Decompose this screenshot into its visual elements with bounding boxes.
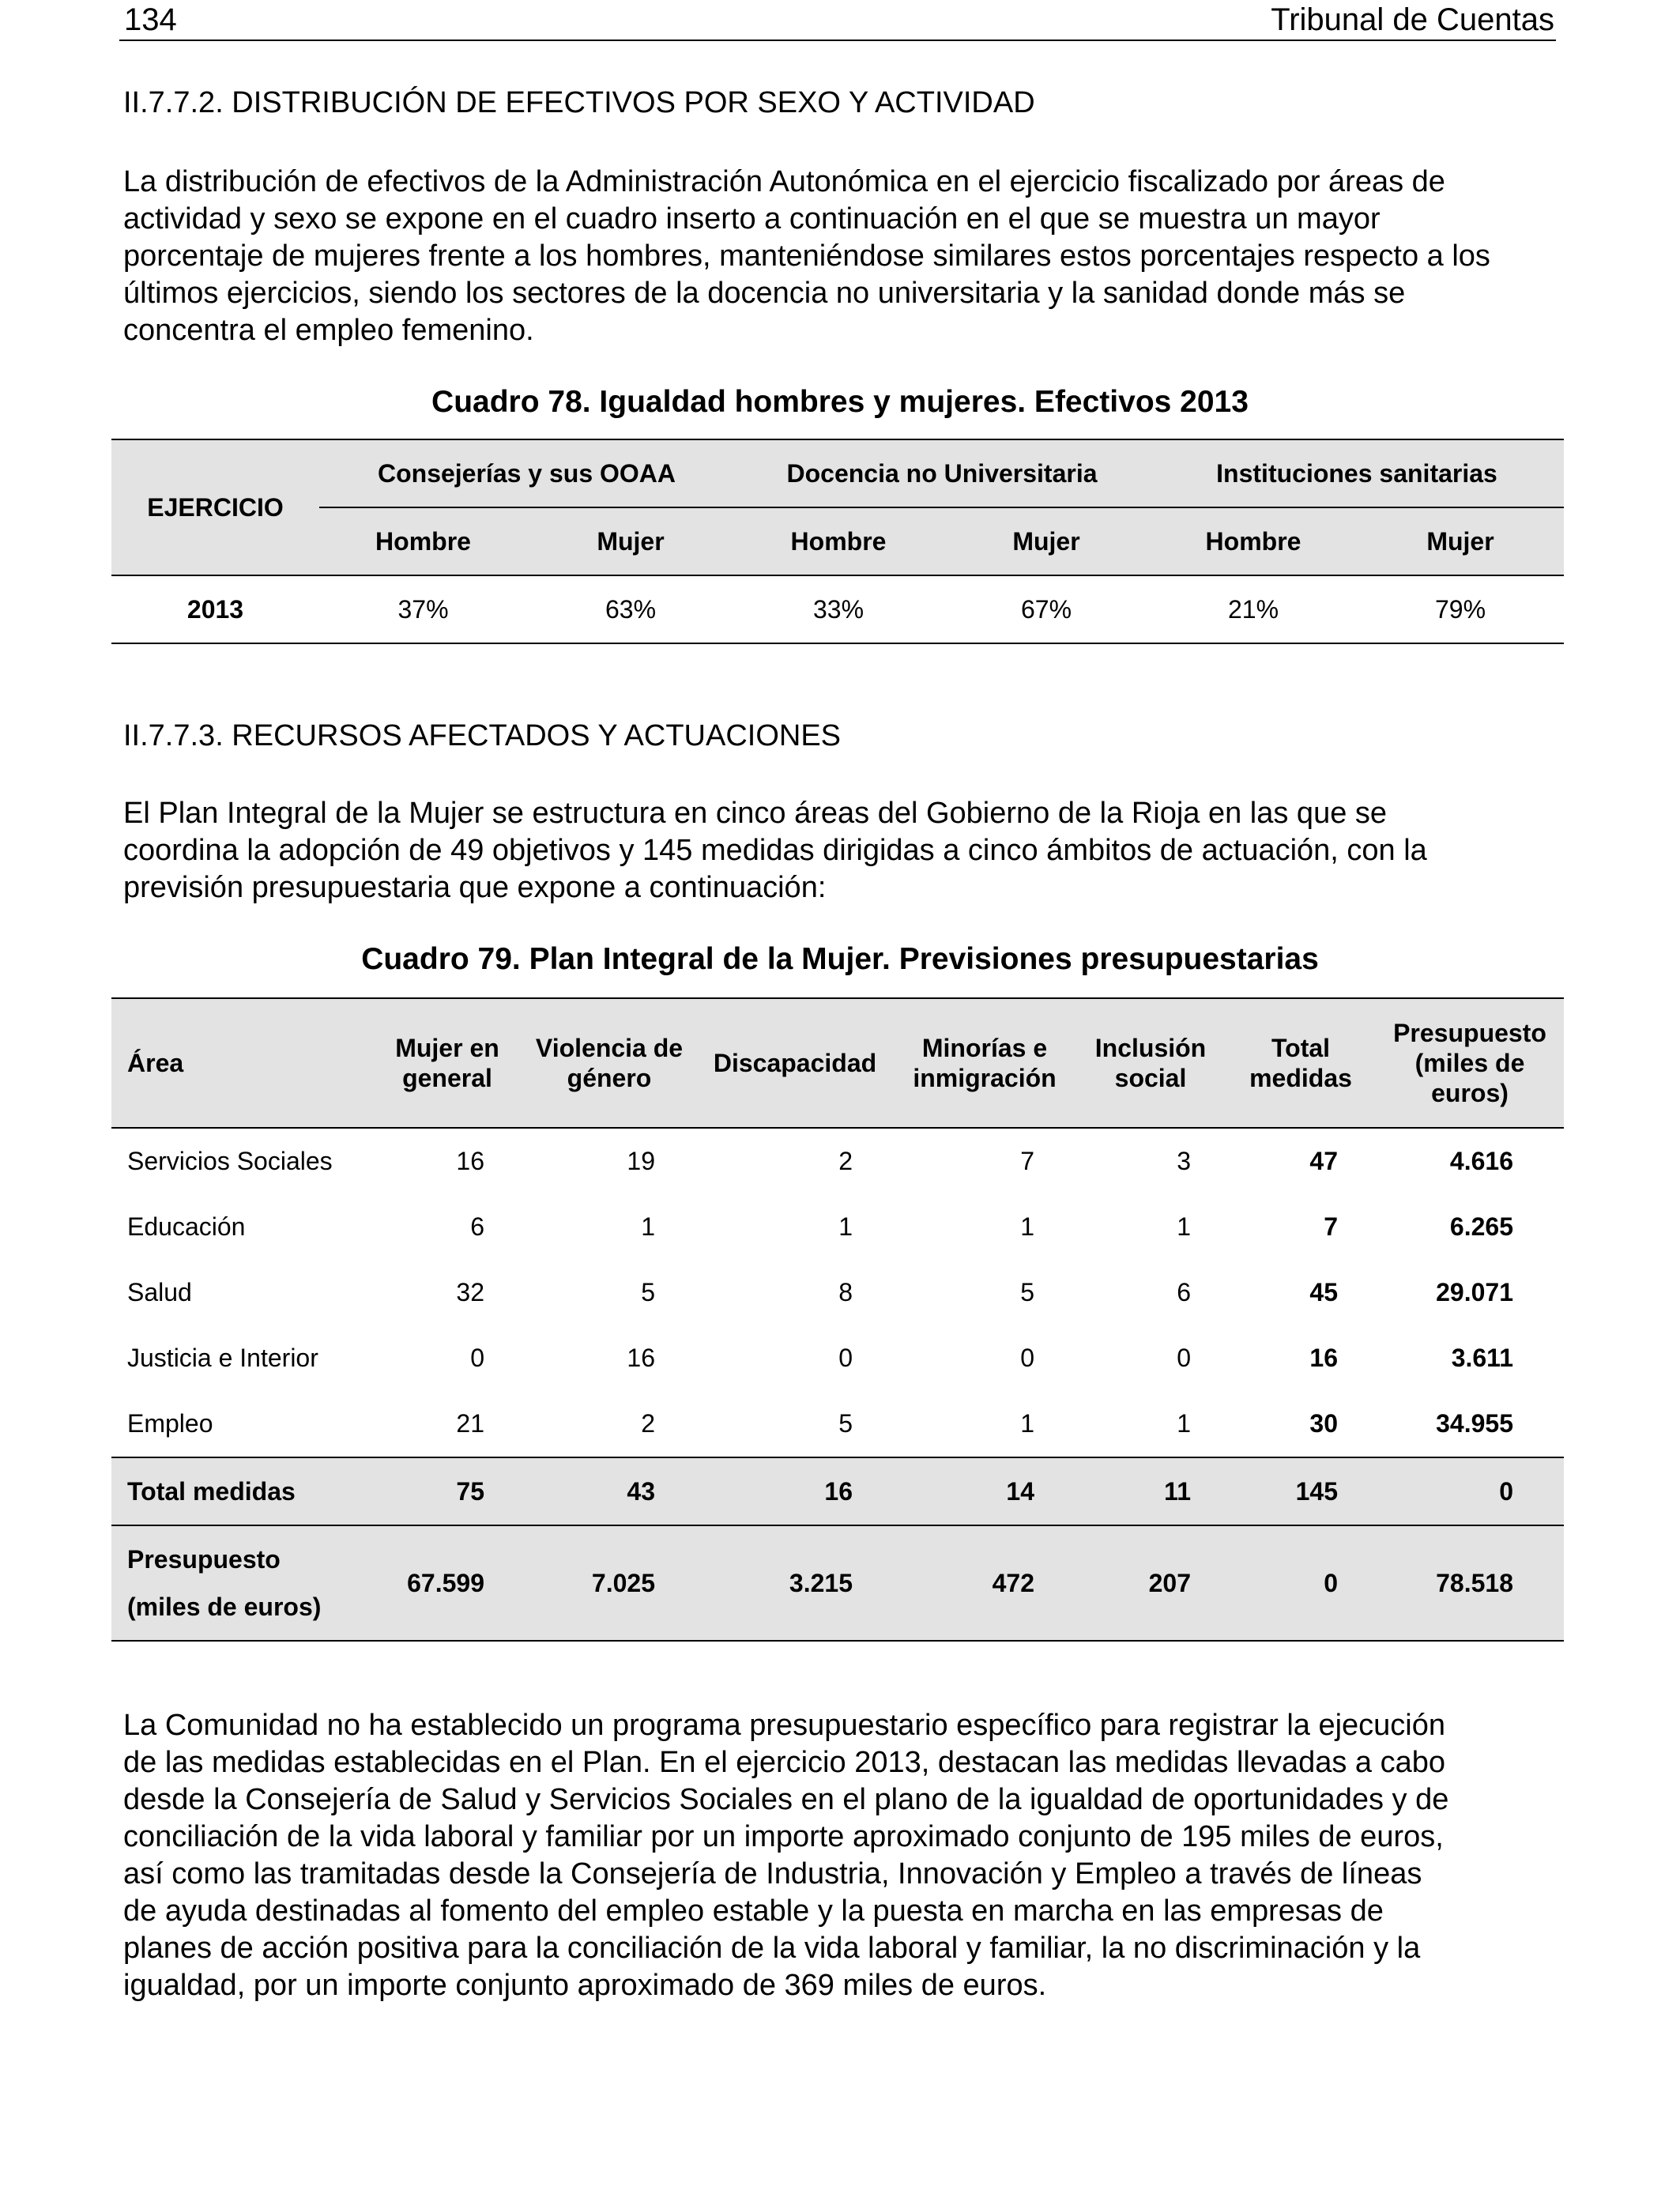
- presupuesto-row: [111, 1525, 1564, 1641]
- row-area: Empleo: [127, 1409, 213, 1438]
- table-row: [111, 1260, 1564, 1325]
- cell-total: 45: [1309, 1278, 1338, 1306]
- header-inclusion-social: Inclusión social: [1075, 998, 1226, 1128]
- cell-total: 30: [1309, 1409, 1338, 1438]
- cell-value: 19: [627, 1147, 655, 1175]
- header-violencia-genero: Violencia de género: [522, 998, 696, 1128]
- paragraph-line: concentra el empleo femenino.: [123, 314, 534, 347]
- page-number: 134: [124, 2, 177, 37]
- cell-value: 16: [696, 1457, 894, 1525]
- paragraph-line: previsión presupuestaria que expone a continuación:: [123, 871, 827, 904]
- cell-value: 79%: [1434, 594, 1486, 624]
- row-area: Salud: [127, 1278, 192, 1306]
- paragraph-line: porcentaje de mujeres frente a los hombres, manteniéndose similares estos porcentajes respecto a los: [123, 239, 1490, 273]
- cell-total: 0: [1226, 1525, 1376, 1641]
- cell-value: 7: [1020, 1147, 1034, 1175]
- cell-value: 1: [1020, 1409, 1034, 1438]
- sub-header-mujer: Mujer: [527, 507, 734, 575]
- header-area: Área: [111, 998, 372, 1128]
- cell-value: 3.215: [696, 1525, 894, 1641]
- cell-value: 63%: [605, 594, 657, 624]
- header-minorias-inmigracion: Minorías e inmigración: [894, 998, 1075, 1128]
- paragraph-line: planes de acción positiva para la conciliación de la vida laboral y familiar, la no discriminación y la: [123, 1932, 1421, 1965]
- cell-value: 21: [456, 1409, 484, 1438]
- cell-value: 1: [1177, 1212, 1191, 1241]
- cell-value: 5: [641, 1278, 655, 1306]
- cell-value: 8: [838, 1278, 853, 1306]
- cell-value: 67.599: [372, 1525, 522, 1641]
- header-total-medidas: Total medidas: [1226, 998, 1376, 1128]
- cell-value: 21%: [1227, 594, 1279, 624]
- cell-value: 6: [1177, 1278, 1191, 1306]
- sub-header-hombre: Hombre: [319, 507, 527, 575]
- paragraph-line: últimos ejercicios, siendo los sectores de la docencia no universitaria y la sanidad donde más se: [123, 277, 1406, 310]
- cell-budget: 29.071: [1436, 1278, 1513, 1306]
- paragraph-line: de las medidas establecidas en el Plan. En el ejercicio 2013, destacan las medidas llevadas a cabo: [123, 1746, 1446, 1779]
- paragraph-line: desde la Consejería de Salud y Servicios Sociales en el plano de la igualdad de oportunidades y de: [123, 1783, 1449, 1816]
- cell-value: 0: [1177, 1344, 1191, 1372]
- row-area: Justicia e Interior: [127, 1344, 318, 1372]
- total-medidas-row: [111, 1457, 1564, 1525]
- cell-value: 6: [470, 1212, 484, 1241]
- cell-value: 0: [1020, 1344, 1034, 1372]
- cell-value: 75: [372, 1457, 522, 1525]
- cell-value: 5: [838, 1409, 853, 1438]
- cell-budget: 6.265: [1449, 1212, 1513, 1241]
- publication-name: Tribunal de Cuentas: [1271, 2, 1554, 37]
- sub-header-hombre: Hombre: [734, 507, 943, 575]
- table-79-caption: Cuadro 79. Plan Integral de la Mujer. Previsiones presupuestarias: [361, 942, 1319, 976]
- group-header-docencia: Docencia no Universitaria: [786, 458, 1098, 488]
- ejercicio-header: EJERCICIO: [147, 492, 284, 522]
- cell-budget: 3.611: [1451, 1344, 1513, 1372]
- table-row: [111, 1391, 1564, 1457]
- group-header-sanitarias: Instituciones sanitarias: [1216, 458, 1497, 488]
- cell-value: 472: [894, 1525, 1075, 1641]
- cell-value: 7.025: [522, 1525, 696, 1641]
- cell-value: 2: [641, 1409, 655, 1438]
- table-78-caption: Cuadro 78. Igualdad hombres y mujeres. Efectivos 2013: [431, 385, 1249, 419]
- row-label: [111, 1525, 372, 1641]
- cell-budget: 4.616: [1449, 1147, 1513, 1175]
- cell-value: 1: [1177, 1409, 1191, 1438]
- table-row: [111, 1128, 1564, 1194]
- cell-value: 0: [838, 1344, 853, 1372]
- row-area: Servicios Sociales: [127, 1147, 333, 1175]
- cell-value: 37%: [397, 594, 449, 624]
- cell-value: 11: [1075, 1457, 1226, 1525]
- table-78-igualdad: [111, 439, 1564, 644]
- cell-value: 1: [838, 1212, 853, 1241]
- cell-budget: 34.955: [1436, 1409, 1513, 1438]
- cell-total: 16: [1309, 1344, 1338, 1372]
- cell-value: 14: [894, 1457, 1075, 1525]
- group-header-consejerias: Consejerías y sus OOAA: [377, 458, 676, 488]
- paragraph-line: de ayuda destinadas al fomento del empleo estable y la puesta en marcha en las empresas de: [123, 1894, 1384, 1928]
- cell-value: 16: [627, 1344, 655, 1372]
- table-row: [111, 1194, 1564, 1260]
- paragraph-ejecucion: [123, 1707, 1552, 2004]
- paragraph-line: La Comunidad no ha establecido un programa presupuestario específico para registrar la ejecución: [123, 1709, 1446, 1742]
- paragraph-line: El Plan Integral de la Mujer se estructura en cinco áreas del Gobierno de la Rioja en las que se: [123, 797, 1388, 830]
- paragraph-line: actividad y sexo se expone en el cuadro inserto a continuación en el que se muestra un mayor: [123, 202, 1381, 236]
- page-header: [119, 0, 1556, 41]
- table-row: [111, 1325, 1564, 1391]
- cell-total: 145: [1226, 1457, 1376, 1525]
- cell-value: 33%: [812, 594, 864, 624]
- table-79-plan-integral: [111, 997, 1564, 1642]
- cell-value: 16: [456, 1147, 484, 1175]
- paragraph-line: coordina la adopción de 49 objetivos y 145 medidas dirigidas a cinco ámbitos de actuación, con la: [123, 834, 1427, 867]
- paragraph-plan-integral: [123, 795, 1552, 907]
- paragraph-distribucion: [123, 164, 1552, 349]
- paragraph-line: igualdad, por un importe conjunto aproximado de 369 miles de euros.: [123, 1969, 1047, 2002]
- cell-value: 3: [1177, 1147, 1191, 1175]
- cell-value: 5: [1020, 1278, 1034, 1306]
- cell-value: 67%: [1020, 594, 1072, 624]
- section-heading-recursos: II.7.7.3. RECURSOS AFECTADOS Y ACTUACIONES: [123, 719, 842, 752]
- cell-value: 1: [1020, 1212, 1034, 1241]
- cell-total: 47: [1309, 1147, 1338, 1175]
- row-label: Total medidas: [111, 1457, 372, 1525]
- paragraph-line: conciliación de la vida laboral y familiar por un importe aproximado conjunto de 195 miles de euros,: [123, 1820, 1444, 1853]
- cell-value: 2: [838, 1147, 853, 1175]
- row-year: 2013: [186, 594, 244, 624]
- sub-header-mujer: Mujer: [1357, 507, 1564, 575]
- table-row: [111, 575, 1564, 643]
- cell-value: 43: [522, 1457, 696, 1525]
- header-mujer-general: Mujer en general: [372, 998, 522, 1128]
- row-area: Educación: [127, 1212, 246, 1241]
- paragraph-line: La distribución de efectivos de la Administración Autonómica en el ejercicio fiscalizado por áreas de: [123, 165, 1445, 198]
- row-label-line: Presupuesto: [127, 1545, 281, 1574]
- sub-header-hombre: Hombre: [1150, 507, 1357, 575]
- cell-value: 0: [470, 1344, 484, 1372]
- sub-header-mujer: Mujer: [943, 507, 1150, 575]
- row-label-line: (miles de euros): [127, 1593, 322, 1621]
- cell-total: 7: [1324, 1212, 1338, 1241]
- paragraph-line: así como las tramitadas desde la Consejería de Industria, Innovación y Empleo a través de líneas: [123, 1857, 1422, 1891]
- cell-value: 32: [456, 1278, 484, 1306]
- cell-budget: 78.518: [1376, 1525, 1564, 1641]
- header-presupuesto: Presupuesto (miles de euros): [1376, 998, 1564, 1128]
- header-discapacidad: Discapacidad: [696, 998, 894, 1128]
- cell-value: 1: [641, 1212, 655, 1241]
- cell-value: 207: [1075, 1525, 1226, 1641]
- cell-budget: 0: [1376, 1457, 1564, 1525]
- section-heading-distribucion: II.7.7.2. DISTRIBUCIÓN DE EFECTIVOS POR SEXO Y ACTIVIDAD: [123, 86, 1035, 119]
